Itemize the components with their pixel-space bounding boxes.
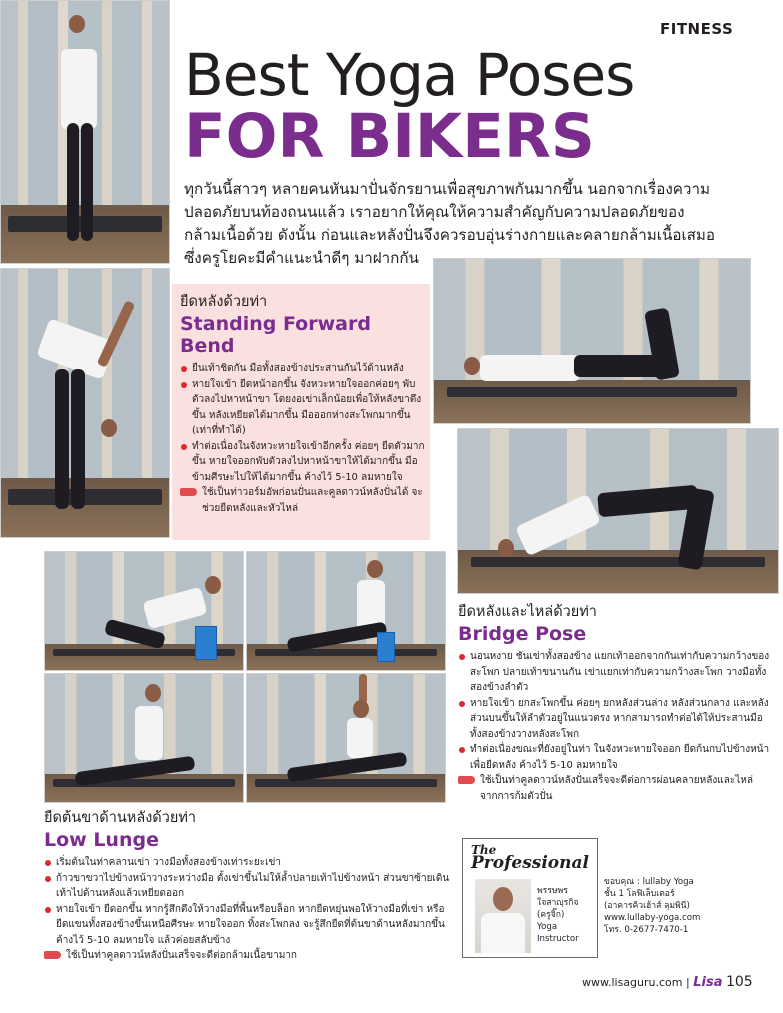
thanks-line: ขอบคุณ : lullaby Yoga <box>604 877 694 887</box>
section-kicker: FITNESS <box>660 20 734 38</box>
standing-title-en-line2: Bend <box>180 335 235 357</box>
standing-forward-bend-section <box>180 290 426 516</box>
intro-line: ซึ่งครูโยคะมีคำแนะนำดีๆ มาฝากกัน <box>184 249 419 267</box>
lunge-title-th: ยืดต้นขาด้านหลังด้วยท่า <box>44 810 197 826</box>
page-footer <box>582 974 753 990</box>
instructor-photo <box>475 879 531 953</box>
bridge-pose-section <box>458 600 770 804</box>
professional-the: The <box>471 843 497 857</box>
bridge-title-th: ยืดหลังและไหล่ด้วยท่า <box>458 604 597 620</box>
list-item: หายใจเข้า ยืดหน้าอกขึ้น จังหวะหายใจออกค่อยๆ พับตัวลงไปหาหน้าขา โดยงอเข่าเล็กน้อยเพื่อให้หลังขาตึงขึ้น หลังเหยียดได้มากขึ้น มือออกห่างสะโพกมากขึ้น (เท่าที่ทำได้) <box>180 377 426 439</box>
photo-lunge-3 <box>44 673 244 803</box>
footer-brand: Lisa <box>693 975 723 990</box>
standing-title-en <box>180 313 426 357</box>
pointing-hand-icon <box>180 488 197 496</box>
thanks-link[interactable]: www.lullaby-yoga.com <box>604 913 701 923</box>
instructor-role: Yoga Instructor <box>537 922 579 944</box>
list-item: ทำต่อเนื่องขณะที่ยังอยู่ในท่า ในจังหวะหายใจออก ยืดก้นกบไปข้างหน้าเพื่อยืดหลัง ค้างไว้ 5-10 ลมหายใจ <box>458 742 770 773</box>
standing-title-en-line1: Standing Forward <box>180 313 371 335</box>
headline-line-1: Best Yoga Poses <box>184 41 635 109</box>
intro-line: ทุกวันนี้สาวๆ หลายคนหันมาปั่นจักรยานเพื่อสุขภาพกันมากขึ้น นอกจากเรื่องความ <box>184 180 710 198</box>
photo-lunge-4 <box>246 673 446 803</box>
photo-lunge-2 <box>246 551 446 671</box>
intro-line: ปลอดภัยบนท้องถนนแล้ว เราอยากให้คุณให้ความสำคัญกับความปลอดภัยของ <box>184 203 685 221</box>
list-item: ยืนเท้าชิดกัน มือทั้งสองข้างประสานกันไว้ด้านหลัง <box>180 361 426 377</box>
lunge-title-en: Low Lunge <box>44 829 159 851</box>
list-item: เริ่มต้นในท่าคลานเข่า วางมือทั้งสองข้างเท่าระยะเข่า <box>44 855 452 871</box>
standing-tip <box>180 485 426 516</box>
list-item: หายใจเข้า ยกสะโพกขึ้น ค่อยๆ ยกหลังส่วนล่าง หลังส่วนกลาง และหลังส่วนบนขึ้นให้ลำตัวอยู่ในแนวตรง หากสามารถทำต่อได้ให้ประสานมือทั้งสองข้างวางหลังสะโพก <box>458 696 770 743</box>
instructor-info <box>537 885 595 945</box>
low-lunge-section <box>44 806 452 964</box>
headline-line-2: FOR BIKERS <box>184 101 595 172</box>
list-item: ก้าวขาขวาไปข้างหน้าวางระหว่างมือ ตั้งเข่าขึ้นไม่ให้ล้ำปลายเท้าไปข้างหน้า ส่วนขาซ้ายเดินเท้าไปด้านหลังแล้วเหยียดออก <box>44 871 452 902</box>
photo-standing-woman <box>0 0 170 264</box>
thanks-line: โทร. 0-2677-7470-1 <box>604 925 689 935</box>
intro-paragraph <box>184 178 774 270</box>
instructor-surname: ใจสาญุรกิจ <box>537 898 579 908</box>
page-number: 105 <box>725 974 753 990</box>
lunge-tip <box>44 948 452 964</box>
instructor-name: พรรษพร <box>537 886 568 896</box>
footer-separator: | <box>686 976 690 989</box>
bridge-title-en: Bridge Pose <box>458 623 587 645</box>
lunge-tip-text: ใช้เป็นท่าคูลดาวน์หลังปั่นเสร็จจะดีต่อกล้ามเนื้อขามาก <box>66 950 297 961</box>
bridge-tip-text: ใช้เป็นท่าคูลดาวน์หลังปั่นเสร็จจะดีต่อการผ่อนคลายหลังและไหล่จากการก้มตัวปั่น <box>480 775 753 802</box>
thanks-line: (อาคารคิวเฮ้าส์ ลุมพินี) <box>604 901 690 911</box>
list-item: นอนหงาย ชันเข่าทั้งสองข้าง แยกเท้าออกจากกันเท่ากับความกว้างของสะโพก ปลายเท้าขนานกัน เข่าแยกเท่ากับความกว้างสะโพก วางมือทั้งสองข้างลำตัว <box>458 649 770 696</box>
footer-url[interactable]: www.lisaguru.com <box>582 976 683 989</box>
list-item: ทำต่อเนื่องในจังหวะหายใจเข้าอีกครั้ง ค่อยๆ ยืดตัวมากขึ้น หายใจออกพับตัวลงไปหาหน้าขาให้ได้มากขึ้น มือข้ามศีรษะไปให้ได้มากขึ้น ค้างไว้ 5-10 ลมหายใจ <box>180 439 426 486</box>
pointing-hand-icon <box>458 776 475 784</box>
list-item: หายใจเข้า ยืดอกขึ้น หากรู้สึกตึงให้วางมือที่พื้นหรือบล็อก หากยืดหยุ่นพอให้วางมือที่เข่า หรือยืดแขนทั้งสองข้างขึ้นเหนือศีรษะ หายใจออก ทิ้งสะโพกลง จะรู้สึกยืดที่ต้นขาด้านหลังมากขึ้น ค้างไว้ 5-10 ลมหายใจ แล้วค่อยสลับข้าง <box>44 902 452 949</box>
bridge-tip <box>458 773 770 804</box>
photo-lunge-1 <box>44 551 244 671</box>
standing-steps <box>180 361 426 485</box>
professional-card <box>462 838 598 958</box>
thanks-line: ชั้น 1 โลฟิเล็บเตอร์ <box>604 889 675 899</box>
intro-line: กล้ามเนื้อด้วย ดังนั้น ก่อนและหลังปั่นจึงควรอบอุ่นร่างกายและคลายกล้ามเนื้อเสมอ <box>184 226 716 244</box>
bridge-steps <box>458 649 770 773</box>
professional-title: Professional <box>471 853 589 873</box>
photo-forward-bend <box>0 268 170 538</box>
photo-bridge-lifted <box>457 428 779 594</box>
instructor-nickname: (ครูจิ๊ก) <box>537 910 565 920</box>
lunge-steps <box>44 855 452 948</box>
standing-title-th: ยืดหลังด้วยท่า <box>180 294 268 310</box>
standing-tip-text: ใช้เป็นท่าวอร์มอัพก่อนปั่นและคูลดาวน์หลังปั่นได้ จะช่วยยืดหลังและหัวไหล่ <box>202 487 423 514</box>
photo-bridge-lying <box>433 258 751 424</box>
thanks-credit <box>604 876 774 936</box>
pointing-hand-icon <box>44 951 61 959</box>
